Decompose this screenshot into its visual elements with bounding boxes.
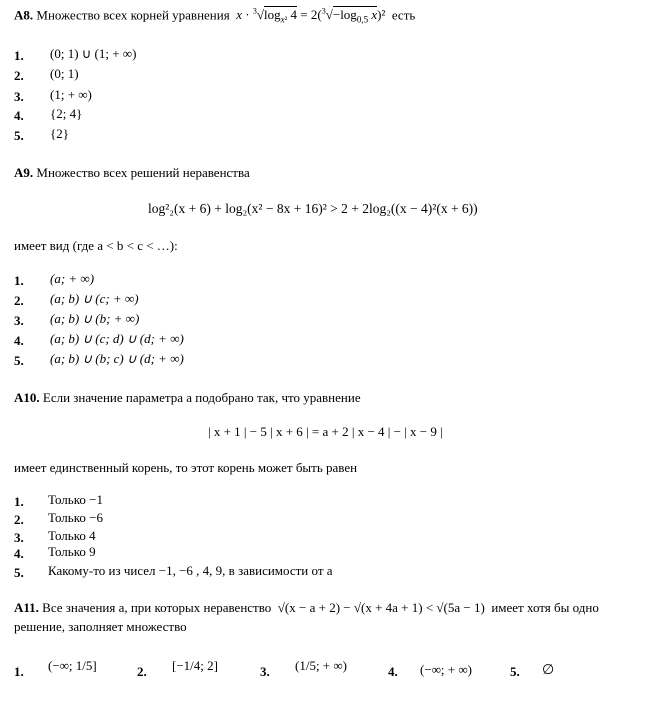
option-number: 3. [260,664,270,679]
question-suffix: есть [391,7,416,23]
option-number: 5. [14,353,24,368]
option-text: Только −6 [48,510,103,525]
question-label: A9. [14,165,34,180]
question-label: A11. [14,600,39,615]
formula-a10: | x + 1 | − 5 | x + 6 | = a + 2 | x − 4 | − | x − 9 | [208,424,443,439]
option-text: (−∞; + ∞) [420,662,472,677]
option-text: (1; + ∞) [50,87,92,102]
option-text: Только 9 [48,544,96,559]
question-text: Множество всех корней уравнения [36,7,230,23]
option-text: (a; b) ∪ (c; d) ∪ (d; + ∞) [50,331,184,346]
option-text: {2; 4} [50,106,83,121]
option-text: Только 4 [48,528,96,543]
option-number: 1. [14,273,24,288]
option-number: 1. [14,48,24,63]
question-line2-a11: решение, заполняет множество [14,619,187,634]
question-text: Множество всех решений неравенства [36,165,250,180]
option-text: Какому-то из чисел −1, −6 , 4, 9, в зависимости от a [48,563,333,578]
option-number: 3. [14,530,24,545]
equation: $x \cdot ^3√\log_{x^2}$ $4 = 2(^3√-\log_{0,5}$ x)² [236,7,386,25]
question-a10 [14,390,361,406]
inequality: √(x − a + 2) − √(x + 4a + 1) < √(5a − 1) [277,600,485,615]
option-number: 5. [14,128,24,143]
option-number: 4. [14,108,24,123]
option-text: (a; b) ∪ (c; + ∞) [50,291,139,306]
option-text: (−∞; 1/5] [48,658,97,673]
option-text: [−1/4; 2] [172,658,218,673]
option-text: (0; 1) ∪ (1; + ∞) [50,46,137,61]
option-text: (1/5; + ∞) [295,658,347,673]
question-text: Все значения a, при которых неравенство [42,600,272,615]
question-text: Если значение параметра a подобрано так, что уравнение [42,390,361,405]
question-label: A8. [14,7,34,23]
option-text: (a; + ∞) [50,271,95,286]
formula-a9: log²₂(x + 6) + log₂(x² − 8x + 16)² > 2 + 2log₂((x − 4)²(x + 6)) [148,201,478,216]
option-number: 1. [14,494,24,509]
option-text: (a; b) ∪ (b; c) ∪ (d; + ∞) [50,351,184,366]
question-a11 [14,600,599,616]
option-number: 4. [14,333,24,348]
option-number: 3. [14,313,24,328]
option-number: 4. [14,546,24,561]
option-text: {2} [50,126,69,141]
option-text: Только −1 [48,492,103,507]
option-number: 2. [137,664,147,679]
option-number: 3. [14,89,24,104]
question-a9 [14,165,250,181]
question-label: A10. [14,390,40,405]
option-number: 1. [14,664,24,679]
option-number: 5. [510,664,520,679]
option-number: 4. [388,664,398,679]
option-number: 5. [14,565,24,580]
option-number: 2. [14,512,24,527]
option-text: ∅ [542,663,555,678]
option-text: (a; b) ∪ (b; + ∞) [50,311,140,326]
option-number: 2. [14,68,24,83]
question-tail: имеет хотя бы одно [491,600,599,615]
question-after-a10: имеет единственный корень, то этот корень может быть равен [14,460,358,475]
question-after-a9: имеет вид (где a < b < c < …): [14,238,178,253]
option-text: (0; 1) [50,66,79,81]
question-a8 [14,7,415,25]
option-number: 2. [14,293,24,308]
